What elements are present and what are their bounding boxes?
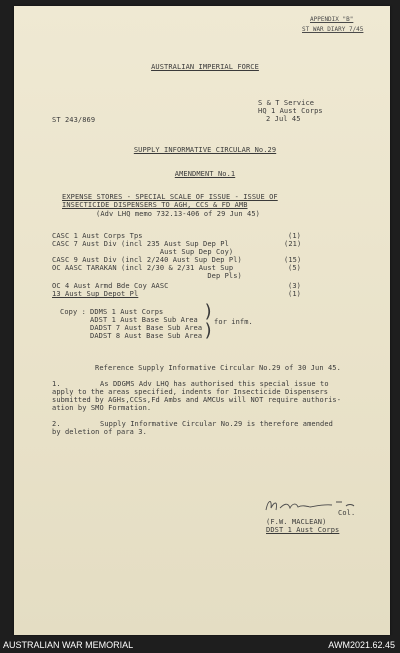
distribution-copies: (1) (288, 232, 301, 240)
copy-prefix: Copy : (60, 308, 86, 316)
stamp-line-2: ST WAR DIARY 7/45 (302, 26, 364, 33)
copy-line: ADST 1 Aust Base Sub Area (90, 316, 198, 324)
force-heading: AUSTRALIAN IMPERIAL FORCE (151, 63, 259, 71)
footer-catalogue-number: AWM2021.62.45 (328, 640, 395, 650)
appendix-stamp (280, 14, 380, 40)
hq-line: HQ 1 Aust Corps (258, 107, 323, 115)
signature-name: (F.W. MACLEAN) (266, 518, 327, 526)
stamp-line-1: APPENDIX "B" (310, 16, 354, 23)
copy-line: DDMS 1 Aust Corps (90, 308, 164, 316)
brace-bottom: ) (203, 320, 214, 341)
document-page (14, 6, 390, 635)
distribution-copies: (15) (284, 256, 302, 264)
paragraph-line: by deletion of para 3. (52, 428, 147, 436)
footer-bar (0, 636, 400, 653)
paragraph-number: 1. (52, 380, 61, 388)
distribution-copies: (3) (288, 282, 301, 290)
distribution-unit: OC AASC TARAKAN (incl 2/30 & 2/31 Aust Sup (52, 264, 234, 272)
circular-title: SUPPLY INFORMATIVE CIRCULAR No.29 (133, 146, 277, 154)
adv-reference: (Adv LHQ memo 732.13-406 of 29 Jun 45) (96, 210, 260, 218)
paragraph-line: ation by SMO Formation. (52, 404, 152, 412)
paragraph-number: 2. (52, 420, 61, 428)
distribution-copies: (1) (288, 290, 301, 298)
brace-top: ) (203, 301, 214, 322)
reference-line: Reference Supply Informative Circular No.29 of 30 Jun 45. (95, 364, 341, 372)
signature-title: DDST 1 Aust Corps (266, 526, 340, 534)
service-line: S & T Service (258, 99, 315, 107)
reference-number: ST 243/869 (52, 116, 96, 124)
paragraph-line: Supply Informative Circular No.29 is therefore amended (100, 420, 333, 428)
distribution-unit: CASC 9 Aust Div (incl 2/240 Aust Sup Dep Pl) (52, 256, 242, 264)
footer-institution: AUSTRALIAN WAR MEMORIAL (3, 640, 134, 650)
distribution-copies: (21) (284, 240, 302, 248)
distribution-unit: CASC 7 Aust Div (incl 235 Aust Sup Dep Pl (52, 240, 229, 248)
signature-rank: Col. (338, 509, 356, 517)
copy-line: DADST 7 Aust Base Sub Area (90, 324, 203, 332)
copy-line: DADST 8 Aust Base Sub Area (90, 332, 203, 340)
date-line: 2 Jul 45 (266, 115, 301, 123)
paragraph-line: As DDGMS Adv LHQ has authorised this special issue to (100, 380, 329, 388)
distribution-unit: 13 Aust Sup Depot Pl (52, 290, 139, 298)
distribution-unit: Dep Pls) (52, 272, 242, 280)
distribution-unit: CASC 1 Aust Corps Tps (52, 232, 143, 240)
amendment-title: AMENDMENT No.1 (174, 170, 236, 178)
subject-line-2: INSECTICIDE DISPENSERS TO AGH, CCS & FD AMB (62, 201, 248, 209)
paragraph-line: apply to the areas specified, indents for Insecticide Dispensers (52, 388, 329, 396)
paragraph-line: submitted by AGHs,CCSs,Fd Ambs and AMCUs will NOT require authoris- (52, 396, 342, 404)
distribution-unit: Aust Sup Dep Coy) (52, 248, 234, 256)
distribution-copies: (5) (288, 264, 301, 272)
copy-note: for infm. (214, 318, 253, 326)
distribution-unit: OC 4 Aust Armd Bde Coy AASC (52, 282, 169, 290)
subject-line-1: EXPENSE STORES - SPECIAL SCALE OF ISSUE - ISSUE OF (62, 193, 278, 201)
